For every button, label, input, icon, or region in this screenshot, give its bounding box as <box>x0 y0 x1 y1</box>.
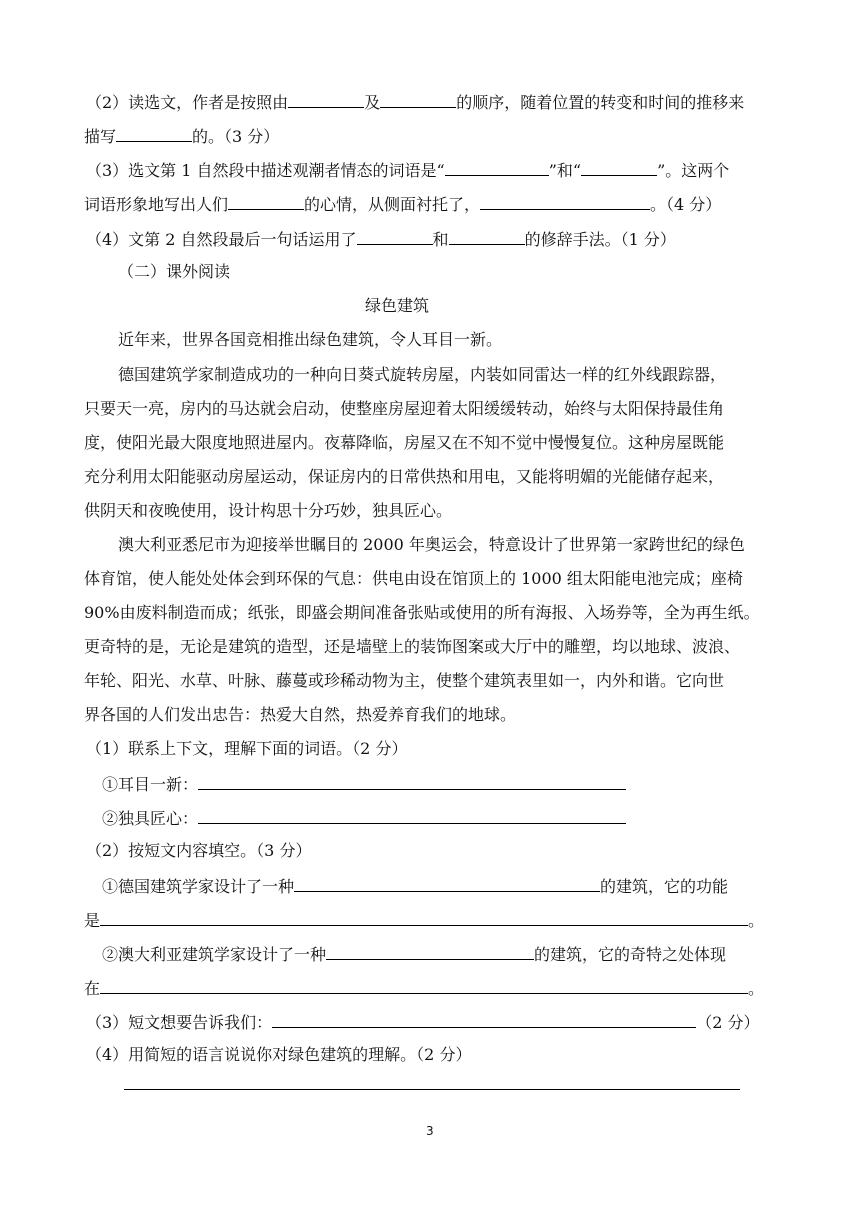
q2-text-c: 的顺序，随着位置的转变和时间的推移来 <box>456 93 745 112</box>
q4-blank-2[interactable] <box>449 227 525 245</box>
exercise-2-item-1-line-1 <box>102 874 728 898</box>
q4-text-b: 和 <box>432 230 449 249</box>
exercise-3-text-b: （2 分） <box>696 1013 760 1032</box>
q4-line <box>86 227 676 251</box>
exercise-2-item-2-text-a: ②澳大利亚建筑学家设计了一种 <box>102 945 327 964</box>
q2-line-1 <box>86 90 744 114</box>
exercise-2-item-1-text-c: 是 <box>84 911 101 930</box>
q3-blank-1[interactable] <box>445 158 549 176</box>
exercise-2-item-2-line-2 <box>84 976 764 1000</box>
section-heading: （二）课外阅读 <box>118 262 231 281</box>
q4-text-a: （4）文第 2 自然段最后一句话运用了 <box>86 230 357 249</box>
q2-blank-3[interactable] <box>116 124 192 142</box>
paragraph-2-line-4: 充分利用太阳能驱动房屋运动，保证房内的日常供热和用电，又能将明媚的光能储存起来， <box>84 467 725 486</box>
q3-text-f: 。（4 分） <box>650 195 722 214</box>
article-title: 绿色建筑 <box>365 296 430 315</box>
exercise-2-question: （2）按短文内容填空。（3 分） <box>86 841 312 860</box>
exercise-2-item-2-text-d: 。 <box>748 979 765 998</box>
q2-text-b: 及 <box>364 93 381 112</box>
exercise-2-item-1-text-d: 。 <box>748 911 765 930</box>
q3-blank-2[interactable] <box>581 158 657 176</box>
paragraph-2-line-2: 只要天一亮，房内的马达就会启动，使整座房屋迎着太阳缓缓转动，始终与太阳保持最佳角 <box>84 399 725 418</box>
exercise-1-item-2 <box>102 806 626 830</box>
paragraph-1: 近年来，世界各国竞相推出绿色建筑，令人耳目一新。 <box>118 330 503 349</box>
exercise-2-item-2-blank-1[interactable] <box>326 942 534 960</box>
exercise-1-question: （1）联系上下文，理解下面的词语。（2 分） <box>86 739 408 758</box>
exercise-4-answer-line[interactable] <box>124 1089 740 1090</box>
exercise-1-item-2-blank[interactable] <box>198 806 626 824</box>
q2-blank-2[interactable] <box>380 90 456 108</box>
exercise-2-item-2-blank-2[interactable] <box>100 976 748 994</box>
exercise-3-text-a: （3）短文想要告诉我们： <box>86 1013 273 1032</box>
q2-line-2 <box>84 124 279 148</box>
q2-text-a: （2）读选文，作者是按照由 <box>86 93 289 112</box>
exercise-3-line <box>86 1010 759 1034</box>
exercise-2-item-1-line-2 <box>84 908 764 932</box>
q2-text-d: 描写 <box>84 127 117 146</box>
paragraph-2-line-5: 供阴天和夜晚使用，设计构思十分巧妙，独具匠心。 <box>84 501 453 520</box>
q3-line-2 <box>84 192 721 216</box>
q2-text-e: 的。（3 分） <box>192 127 280 146</box>
exercise-2-item-1-blank-1[interactable] <box>294 874 600 892</box>
exercise-2-item-2-line-1 <box>102 942 726 966</box>
paragraph-3-line-4: 更奇特的是，无论是建筑的造型，还是墙壁上的装饰图案或大厅中的雕塑，均以地球、波浪、 <box>84 637 741 656</box>
exercise-2-item-2-text-c: 在 <box>84 979 101 998</box>
q3-text-a: （3）选文第 1 自然段中描述观潮者情态的词语是“ <box>86 161 445 180</box>
exercise-4-question: （4）用简短的语言说说你对绿色建筑的理解。（2 分） <box>86 1045 472 1064</box>
q3-line-1 <box>86 158 729 182</box>
page-number: 3 <box>426 1124 434 1138</box>
paragraph-2-line-3: 度，使阳光最大限度地照进屋内。夜幕降临，房屋又在不知不觉中慢慢复位。这种房屋既能 <box>84 433 725 452</box>
q4-text-c: 的修辞手法。（1 分） <box>524 230 676 249</box>
paragraph-3-line-6: 界各国的人们发出忠告：热爱大自然，热爱养育我们的地球。 <box>84 705 517 724</box>
exercise-1-item-2-label: ②独具匠心： <box>102 809 199 828</box>
q3-blank-3[interactable] <box>228 192 304 210</box>
paragraph-3-line-5: 年轮、阳光、水草、叶脉、藤蔓或珍稀动物为主，使整个建筑表里如一，内外和谐。它向世 <box>84 671 725 690</box>
q3-text-e: 的心情，从侧面衬托了， <box>304 195 481 214</box>
exercise-2-item-2-text-b: 的建筑，它的奇特之处体现 <box>534 945 727 964</box>
q4-blank-1[interactable] <box>357 227 433 245</box>
q3-text-c: ”。这两个 <box>657 161 730 180</box>
exercise-2-item-1-text-a: ①德国建筑学家设计了一种 <box>102 877 295 896</box>
paragraph-3-line-2: 体育馆，使人能处处体会到环保的气息：供电由设在馆顶上的 1000 组太阳能电池完成；座椅 <box>84 569 743 588</box>
q3-text-b: ”和“ <box>548 161 582 180</box>
exercise-1-item-1-blank[interactable] <box>198 772 626 790</box>
paragraph-3-line-3: 90%由废料制造而成；纸张，即盛会期间准备张贴或使用的所有海报、入场券等，全为再生纸。 <box>84 603 760 622</box>
exercise-1-item-1-label: ①耳目一新： <box>102 775 199 794</box>
paragraph-2-line-1: 德国建筑学家制造成功的一种向日葵式旋转房屋，内装如同雷达一样的红外线跟踪器， <box>118 365 727 384</box>
q3-text-d: 词语形象地写出人们 <box>84 195 229 214</box>
exercise-3-blank[interactable] <box>272 1010 696 1028</box>
exercise-1-item-1 <box>102 772 626 796</box>
q2-blank-1[interactable] <box>288 90 364 108</box>
exercise-2-item-1-blank-2[interactable] <box>100 908 748 926</box>
q3-blank-4[interactable] <box>480 192 650 210</box>
paragraph-3-line-1: 澳大利亚悉尼市为迎接举世瞩目的 2000 年奥运会，特意设计了世界第一家跨世纪的绿色 <box>118 535 745 554</box>
exercise-2-item-1-text-b: 的建筑，它的功能 <box>600 877 729 896</box>
